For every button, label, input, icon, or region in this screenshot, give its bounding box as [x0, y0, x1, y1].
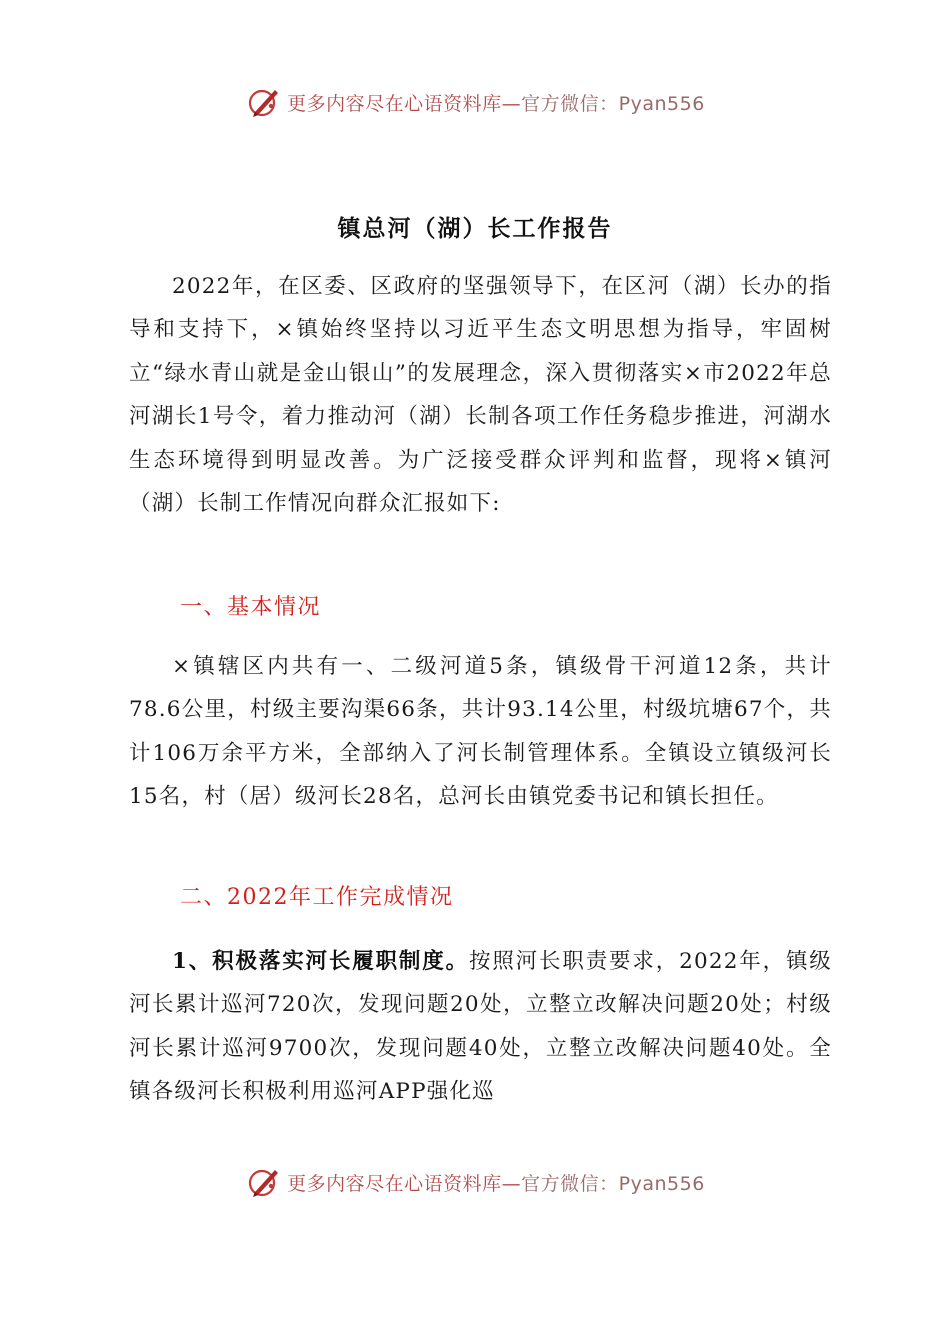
- intro-paragraph: 2022年，在区委、区政府的坚强领导下，在区河（湖）长办的指导和支持下，×镇始终坚持以习近平生态文明思想为指导，牢固树立“绿水青山就是金山银山”的发展理念，深入贯彻落实×市2022年总河湖长1号令，着力推动河（湖）长制各项工作任务稳步推进，河湖水生态环境得到明显改善。为广泛接受群众评判和监督，现将×镇河（湖）长制工作情况向群众汇报如下:: [129, 274, 832, 517]
- watermark-banner-bottom: [0, 1162, 950, 1202]
- section-2-heading: 二、2022年工作完成情况: [180, 885, 454, 910]
- document-title: 镇总河（湖）长工作报告: [337, 215, 613, 243]
- watermark-text: 更多内容尽在心语资料库—官方微信：Pyan556: [287, 1172, 705, 1195]
- section-1-heading: 一、基本情况: [180, 595, 322, 620]
- watermark-wechat: 官方微信：Pyan556: [521, 92, 705, 115]
- pen-logo-icon: [245, 1162, 285, 1202]
- pen-logo-icon: [245, 82, 285, 122]
- section-1-body: ×镇辖区内共有一、二级河道5条，镇级骨干河道12条，共计78.6公里，村级主要沟渠66条，共计93.14公里，村级坑塘67个，共计106万余平方米，全部纳入了河长制管理体系。全镇设立镇级河长15名，村（居）级河长28名，总河长由镇党委书记和镇长担任。: [129, 654, 832, 810]
- watermark-wechat: 官方微信：Pyan556: [521, 1172, 705, 1195]
- watermark-banner-top: [0, 82, 950, 122]
- item-1-body: 按照河长职责要求，2022年，镇级河长累计巡河720次，发现问题20处，立整立改解决问题20处；村级河长累计巡河9700次，发现问题40处，立整立改解决问题40处。全镇各级河长积极利用巡河APP强化巡: [129, 949, 832, 1105]
- watermark-text: 更多内容尽在心语资料库—官方微信：Pyan556: [287, 92, 705, 115]
- item-1-lead: 1、积极落实河长履职制度。: [172, 949, 469, 974]
- item-1-paragraph: [129, 940, 832, 1114]
